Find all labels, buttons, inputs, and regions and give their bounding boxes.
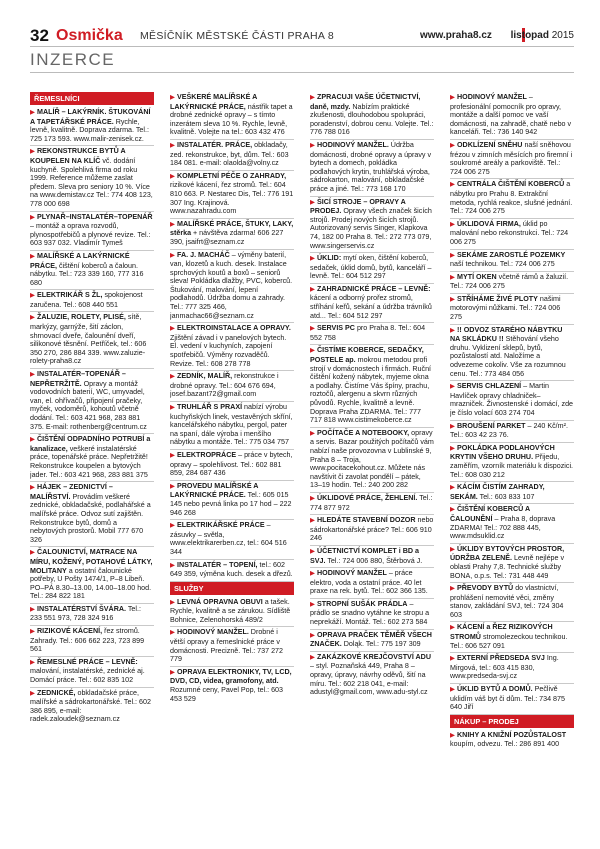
triangle-bullet-icon: ▶ [170, 451, 175, 459]
classified-ad [450, 219, 574, 250]
triangle-bullet-icon: ▶ [170, 668, 175, 676]
ad-headline: ODKLÍZENÍ SNĚHU [457, 140, 523, 149]
ad-text: nástřik tapet a drobné zednické opravy – s tímto inzerátem sleva 10 %. Rychle, levně, kvalitně. Volejte na tel.: 603 432 476 [170, 102, 293, 137]
classified-ad [450, 381, 574, 420]
classified-ad [450, 92, 574, 140]
category-header: NÁKUP – PRODEJ [450, 715, 574, 728]
classified-ad [170, 92, 294, 140]
ad-text: Ing. Mirgová, tel.: 603 415 830, www.predseda-svj.cz [450, 654, 559, 681]
ad-text: – Praha 8, doprava ZDARMA! Tel.: 702 888 445, www.mdsuklid.cz [450, 514, 556, 541]
ad-text: Přijedu, zaměřím, vzorník materiálu k dispozici. Tel.: 608 030 212 [450, 453, 574, 479]
ad-headline: ZEDNÍK, MALÍŘ, [177, 372, 233, 381]
classified-ad [170, 481, 294, 520]
ad-text: Tel.: 605 015 145 nebo pevná linka po 17 hod – 222 946 268 [170, 491, 292, 517]
ad-text: – styl. Poznaňská 449, Praha 8 – opravy, úpravy, návrhy oděvů, šití na míru. Tel.: 602 218 041, e-mail: adustyl@gmail.com, www.adu-styl.cz [310, 662, 428, 697]
classified-ad [30, 657, 154, 688]
triangle-bullet-icon: ▶ [30, 148, 35, 156]
triangle-bullet-icon: ▶ [450, 585, 455, 593]
ad-headline: ELEKTROINSTALACE A OPRAVY. [177, 324, 291, 333]
classified-ad [170, 560, 294, 582]
classified-ad [170, 219, 294, 250]
ad-text: Drobné i větší opravy a řemeslnické práce v domácnosti. Precizně. Tel.: 737 272 779 [170, 628, 283, 664]
classified-ad [30, 482, 154, 547]
ad-text: veškeré instalatérské práce, topenářské práce. Nepřetržitě! Rekonstrukce koupelen a bytových jader. Tel.: 603 421 968, 283 881 375 [30, 444, 148, 479]
ad-text: Levně nejlépe v oblasti Prahy 7,8. Technické služby BONA, o.p.s. Tel.: 731 448 449 [450, 554, 565, 580]
page-number: 32 [30, 26, 49, 45]
ad-headline: ÚKLIDY BYTOVÝCH PROSTOR, ÚDRŽBA ZELENĚ. [450, 544, 565, 563]
ad-headline: ČISTÍME KOBERCE, SEDAČKY, POSTELE ap. [310, 346, 424, 365]
classified-ad [310, 284, 434, 323]
triangle-bullet-icon: ▶ [310, 517, 315, 525]
ad-text: Opravy a montáž vodovodních baterií, WC, umyvadel, van, el. ohřívačů, připojení pračeky, myček, vodoměrů, kohoutů včetně dodání. Tel.: 603 421 968, 283 881 375. E-mail: rothenberg@centrum.cz [30, 379, 147, 431]
classified-ad [450, 504, 574, 543]
ad-headline: HODINOVÝ MANŽEL. [317, 140, 389, 149]
ad-headline: ELEKTRIKÁŘSKÉ PRÁCE [177, 521, 265, 530]
classified-ad [450, 583, 574, 622]
classified-ad [30, 107, 154, 146]
ad-text: mokrou metodou profi strojí v domácnostech i firmách. Ruční čištění kožený nábytek, myjeme okna a podlahy. Čistíme Vás špíny, prachu, roztočů, alergenu a skvrn různých původů. Rychle, kvalitně a levně. Doprava Praha ZDARMA. Tel.: 777 717 818 www.cistimekoberce.cz [310, 356, 432, 425]
triangle-bullet-icon: ▶ [310, 347, 315, 355]
ad-text: obkladačy, zed. rekonstrukce, byt, dům. Tel.: 603 184 081. e-mail: olaolda@volny.cz [170, 140, 289, 168]
ad-text: rizikové kácení, řez stromů. Tel.: 604 810 663. P. Nestarec Dis, Tel.: 776 191 307 Ing. Krajinová. www.nazahradu.com [170, 181, 294, 216]
triangle-bullet-icon: ▶ [30, 628, 35, 636]
classified-ad [450, 544, 574, 583]
ad-text: – prádlo se snadno vytáhne ke stropu a neprekáží. Montáž. Tel.: 602 273 584 [310, 599, 430, 627]
classified-ad [310, 568, 434, 599]
ad-text: + návštěva zdarma! 606 227 390, jsaifrt@seznam.cz [170, 229, 284, 246]
ad-headline: ÚKLIDOVÉ PRÁCE, ŽEHLENÍ. [317, 493, 418, 502]
ad-headline: ÚKLID BYTŮ A DOMŮ. [457, 685, 533, 694]
ad-headline: HODINOVÝ MANŽEL [457, 93, 527, 101]
classified-ad [310, 428, 434, 493]
ad-headline: ŘEMESLNÉ PRÁCE – LEVNĚ: [37, 657, 138, 666]
ad-text: čištění koberců a čaloun. nábytku. Tel.: 723 339 160, 777 316 680 [30, 261, 144, 287]
ad-headline: HLEDÁTE STAVEBNÍ DOZOR [317, 516, 416, 525]
triangle-bullet-icon: ▶ [310, 325, 315, 333]
ad-text: rekonstrukce i drobné opravy. Tel.: 604 676 694, josef.bazant72@gmail.com [170, 372, 279, 399]
ad-headline: INSTALATÉRSTVÍ ŠVÁRA. [37, 604, 126, 613]
ads-column-3 [310, 92, 434, 842]
ad-headline: CENTRÁLA ČIŠTĚNÍ KOBERCŮ [457, 180, 565, 189]
classified-ad [30, 251, 154, 290]
ad-text: vč. dodání kuchyně. Spolehlivá firma od roku 1999. Reference můžeme zaslat předem. Sleva pro seniory 10 %. Více na www.demistav.cz Tel.: 774 408 123, 778 000 698 [30, 156, 153, 208]
classified-ad [450, 622, 574, 653]
ad-headline: HODINOVÝ MANŽEL [317, 569, 387, 578]
ad-headline: TRUHLÁŘ S PRAXÍ [177, 403, 243, 411]
ad-text: Opravy všech značek šicích strojů. Prodej nových šicích strojů. Autorizovaný servis Singer, Klapkova 74, 182 00 Praha 8. Tel.: 272 773 079, www.singerservis.cz [310, 207, 432, 250]
page-header [30, 26, 574, 46]
ad-text: řez stromů. Zahrady. Tel.: 606 662 223, 723 899 561 [30, 627, 145, 654]
ad-text: do vlastnictví, prohlášení nemovité věci, změny stanov, zakládání SVJ, tel.: 724 304 603 [450, 584, 564, 619]
classified-ad [450, 730, 574, 751]
ad-text: a ostatní čalounické potřeby, U Pošty 1474/1, P–8 Libeň. PO–PÁ 8.30–13.00, 14.00–18.00 hod. Tel.: 284 822 181 [30, 566, 152, 601]
ad-text: – práce elektro, voda a ostatní práce. 40 let praxe na rek. bytů. Tel.: 602 366 135. [310, 569, 428, 596]
triangle-bullet-icon: ▶ [30, 605, 35, 613]
category-header: ŘEMESLNÍCI [30, 92, 154, 105]
classified-ad [450, 684, 574, 715]
ad-text: kácení a odborný prořez stromů, stříhání keřů, sekání a údržba trávníků atd... Tel.: 604 512 297 [310, 294, 432, 320]
ad-headline: LEVNÁ OPRAVNA OBUVI [177, 597, 263, 606]
ad-text: stromolezeckou technikou. Tel.: 606 527 091 [450, 633, 568, 650]
classified-ad [450, 325, 574, 382]
triangle-bullet-icon: ▶ [170, 141, 175, 149]
classified-ad [450, 272, 574, 294]
classified-ad [30, 146, 154, 211]
triangle-bullet-icon: ▶ [30, 484, 35, 492]
ad-text: Rychle, levně, kvalitně. Doprava zdarma. Tel.: 725 173 593. www.malir-zenisek.cz. [30, 117, 149, 143]
ad-headline: KOMPLETNÍ PÉČE O ZAHRADY, [177, 171, 287, 180]
ad-headline: FA. J. MACHÁČ [177, 250, 230, 259]
triangle-bullet-icon: ▶ [310, 141, 315, 149]
triangle-bullet-icon: ▶ [450, 686, 455, 694]
ad-headline: PŘEVODY BYTŮ [457, 584, 514, 593]
triangle-bullet-icon: ▶ [170, 220, 175, 228]
triangle-bullet-icon: ▶ [450, 383, 455, 391]
triangle-bullet-icon: ▶ [310, 547, 315, 555]
classified-ad [310, 599, 434, 630]
ad-text: Stěhování všeho druhu. Vyklizení sklepů, bytů, pozůstalostí atd. Naložíme a odvezeme cokoliv. Vše za rozumnou cenu. Tel.: 773 484 056 [450, 335, 566, 378]
classified-ad [30, 369, 154, 434]
ad-headline: RIZIKOVÉ KÁCENÍ, [37, 627, 103, 636]
ad-text: Nabízím praktické zkušenosti, dlouhodobou spolupráci, poradenství, dobrou cenu. Volejte. Tel.: 776 788 016 [310, 102, 434, 137]
ad-text: Tel.: 724 006 880, Štěrbová J. [327, 556, 423, 565]
classified-ad [30, 290, 154, 312]
triangle-bullet-icon: ▶ [30, 292, 35, 300]
ad-text: a nábytku pro Prahu 8. Extrakční metoda, rychlá reakce, slušné jednání. Tel.: 724 006 275 [450, 180, 573, 216]
classified-ad [170, 667, 294, 705]
classified-ad [310, 323, 434, 345]
triangle-bullet-icon: ▶ [170, 172, 175, 180]
triangle-bullet-icon: ▶ [30, 252, 35, 260]
triangle-bullet-icon: ▶ [310, 600, 315, 608]
header-divider [30, 46, 574, 47]
classified-ad [170, 450, 294, 481]
ad-headline: ELEKTRIKÁŘ S ŽL, [37, 291, 103, 300]
classified-ad [30, 547, 154, 604]
ad-headline: MALÍŘ – LAKÝRNÍK. ŠTUKOVÁNÍ A TAPETÁŘSKÉ PRÁCE. [30, 108, 151, 126]
ad-text: včetně rámů a žaluzií. Tel.: 724 006 275 [450, 272, 569, 291]
triangle-bullet-icon: ▶ [450, 545, 455, 553]
ad-headline: !! ODVOZ STARÉHO NÁBYTKU NA SKLÁDKU !! [450, 325, 563, 344]
ad-text: malování, instalatérské, zednické aj. Domácí práce. Tel.: 602 835 102 [30, 667, 145, 685]
ad-text: Zjištění závad i v panelových bytech. El. vedení v kuchyních, zapojení spotřebičů. Výměny rozvaděčů. Revize. Tel.: 608 278 778 [170, 333, 287, 368]
ad-text: – zásuvky – světla, www.elektrikarerben.cz, tel.: 604 516 344 [170, 521, 287, 556]
ad-headline: POKLÁDKA PODLAHOVÝCH KRYTIN VŠEHO DRUHU. [450, 443, 555, 462]
triangle-bullet-icon: ▶ [170, 482, 175, 490]
ad-text: nebo sádrokartonářské práce? Tel.: 606 910 246 [310, 516, 434, 543]
classified-ad [30, 212, 154, 251]
classified-ad [450, 250, 574, 272]
ad-headline: STŘÍHÁME ŽIVÉ PLOTY [457, 294, 538, 303]
ad-text: spokojenost zaručena. Tel.: 608 440 551 [30, 291, 143, 309]
triangle-bullet-icon: ▶ [310, 255, 315, 263]
classified-ad [310, 652, 434, 699]
ad-headline: ŽALUZIE, ROLETY, PLISÉ, [37, 313, 126, 322]
triangle-bullet-icon: ▶ [30, 549, 35, 557]
ad-headline: ZAHRADNICKÉ PRÁCE – LEVNĚ: [317, 284, 431, 293]
ad-headline: INSTALATÉR – TOPENÍ, [177, 560, 258, 569]
triangle-bullet-icon: ▶ [450, 273, 455, 281]
ad-text: – práce v bytech, opravy – spolehlivost. Tel.: 602 881 859, 284 687 436 [170, 450, 293, 478]
triangle-bullet-icon: ▶ [310, 631, 315, 639]
classified-ad [310, 630, 434, 652]
classified-ad [310, 140, 434, 197]
ad-headline: ÚČETNICTVÍ KOMPLET i BD a SVJ. [310, 546, 419, 565]
ad-headline: ČIŠTĚNÍ KOBERCŮ A ČALOUNĚNÍ [450, 505, 530, 523]
section-title: INZERCE [30, 50, 116, 69]
ad-text: a tašek. Rychle, kvalitně a se zárukou. Sídliště Bohnice, Zelenohorská 489/2 [170, 597, 291, 624]
ad-headline: SEKÁME ZAROSTLÉ POZEMKY [457, 250, 566, 259]
issue-date [511, 30, 574, 41]
classified-ad [450, 443, 574, 482]
ad-text: naší technikou. Tel.: 724 006 275 [450, 260, 555, 269]
ad-headline: HODINOVÝ MANŽEL. [177, 628, 249, 637]
ad-text: sítě, markýzy, garnýže, šití záclon, shrnovací dveře, čalounění dveří, silikonové těsnění. Petříček, tel.: 606 350 270, 286 884 339. www.zaluzie-rolety-praha8.cz [30, 313, 147, 366]
classified-ad [170, 171, 294, 219]
classified-ad [170, 140, 294, 171]
ad-headline: ELEKTROPRÁCE [177, 450, 237, 459]
triangle-bullet-icon: ▶ [450, 94, 455, 101]
ad-text: Údržba domácnosti, drobné opravy a úpravy v bytech a domech, pokládka podlahových krytin, truhlářská výroba, sádrokarton, malování, obkladačské práce a jiné. Tel.: 773 168 170 [310, 140, 432, 193]
triangle-bullet-icon: ▶ [310, 653, 315, 661]
classified-ad [30, 626, 154, 657]
classified-ad [170, 597, 294, 628]
triangle-bullet-icon: ▶ [170, 373, 175, 381]
ad-text: Pečlivě uklidím váš byt či dům. Tel.: 734 875 640 Jiří [450, 685, 565, 712]
ad-headline: EXTERNÍ PŘEDSEDA SVJ [457, 654, 545, 663]
classified-ad [170, 323, 294, 371]
ad-text: pro Praha 8. Tel.: 604 552 758 [310, 324, 426, 342]
ad-text: – montáž a oprava rozvodů, plynospotřebičů a plynové revize. Tel.: 603 937 032. Vladimír Tymeš [30, 222, 151, 248]
ad-text: nabízí výrobu kuchyňských linek, vestavěných skříní, kancelářského nábytku, pergol, pater na spaní, dále výroba i menšího nábytku a montáže. Tel.: 775 034 757 [170, 403, 293, 447]
ad-text: tel.: 602 649 359, výměna kuch. desek a dřezů. [170, 560, 293, 579]
ad-headline: ŠICÍ STROJE – OPRAVY A PRODEJ. [310, 197, 406, 216]
ad-headline: INSTALATÉR–TOPENÁŘ – NEPŘETRŽITĚ. [30, 370, 126, 388]
triangle-bullet-icon: ▶ [450, 141, 455, 149]
classified-ad [310, 493, 434, 515]
triangle-bullet-icon: ▶ [450, 506, 455, 514]
classified-ad [170, 250, 294, 324]
ad-text: Tel.: 233 551 973, 728 324 916 [30, 604, 141, 623]
ad-headline: OPRAVA ELEKTRONIKY, TV, LCD, DVD, CD, videa, gramofony, atd. [170, 667, 292, 686]
triangle-bullet-icon: ▶ [450, 326, 455, 334]
issue-year: 2015 [551, 30, 574, 41]
ads-column-4 [450, 92, 574, 842]
issue-month: listopad [510, 30, 549, 41]
triangle-bullet-icon: ▶ [310, 494, 315, 502]
triangle-bullet-icon: ▶ [450, 220, 455, 228]
triangle-bullet-icon: ▶ [170, 251, 175, 259]
ad-text: Tel.: 774 877 972 [310, 493, 433, 512]
classified-ad [30, 434, 154, 482]
classified-ad [30, 604, 154, 626]
triangle-bullet-icon: ▶ [450, 484, 455, 492]
ad-headline: SERVIS PC [317, 324, 355, 333]
classified-ad [170, 627, 294, 666]
classified-ad [310, 253, 434, 284]
classified-ad [450, 482, 574, 504]
triangle-bullet-icon: ▶ [310, 570, 315, 578]
triangle-bullet-icon: ▶ [450, 655, 455, 663]
ad-headline: ZPRACUJI VAŠE ÚČETNICTVÍ, daně, mzdy. [310, 93, 421, 111]
classified-ad [450, 421, 574, 443]
triangle-bullet-icon: ▶ [30, 436, 35, 444]
ad-headline: KNIHY A KNIŽNÍ POZŮSTALOST [457, 730, 567, 739]
triangle-bullet-icon: ▶ [450, 251, 455, 259]
triangle-bullet-icon: ▶ [30, 689, 35, 697]
ad-text: – profesionální pomocník pro opravy, montáže a další pomoc ve vaší domácnosti, na zahradě, chatě nebo v kanceláři. Tel.: 736 140 942 [450, 93, 572, 137]
ad-headline: ÚKLIDOVÁ FIRMA, [457, 219, 521, 228]
ad-text: naší sněhovou frézou v zimních měsících pro firemní i soukromé areály a parkoviště. Tel.: 724 006 275 [450, 140, 573, 176]
ad-headline: MALÍŘSKÉ PRÁCE, ŠTUKY, LAKY, stěrka [170, 219, 294, 238]
classified-ads [30, 92, 574, 842]
triangle-bullet-icon: ▶ [450, 731, 455, 739]
triangle-bullet-icon: ▶ [450, 624, 455, 632]
classified-ad [450, 294, 574, 325]
ad-headline: MALÍŘSKÉ A LAKÝRNICKÉ PRÁCE, [30, 251, 130, 270]
ads-column-2 [170, 92, 294, 842]
category-header: SLUŽBY [170, 582, 294, 595]
triangle-bullet-icon: ▶ [450, 181, 455, 189]
ad-headline: ÚKLID: [317, 254, 342, 263]
classified-ad [450, 653, 574, 684]
ad-headline: SERVIS CHLAZENÍ [457, 382, 522, 391]
ad-text: Rozumné ceny, Pavel Pop, tel.: 603 453 529 [170, 686, 283, 703]
ad-text: Provádím veškeré zednické, obkladačské, podlahářské a malířské práce. Odvoz sutí zajištěn. Rekonstrukce bytů, domů a nebytových prostorů. Mobil 777 670 326 [30, 492, 151, 544]
classified-ad [170, 371, 294, 402]
ad-headline: KÁCENÍ a ŘEZ RIZIKOVÝCH STROMŮ [450, 623, 553, 642]
triangle-bullet-icon: ▶ [170, 94, 175, 101]
classified-ad [310, 197, 434, 254]
classified-ad [450, 140, 574, 179]
triangle-bullet-icon: ▶ [30, 371, 35, 379]
ad-headline: PROVEDU MALÍŘSKÉ A LAKÝRNICKÉ PRÁCE. [170, 481, 259, 500]
classified-ad [310, 546, 434, 568]
section-divider [30, 72, 574, 73]
triangle-bullet-icon: ▶ [170, 561, 175, 569]
classified-ad [30, 312, 154, 369]
ad-headline: KÁCÍM ČISTÍM ZAHRADY, SEKÁM. [450, 483, 545, 501]
ad-headline: OPRAVA PRAČEK TĚMĚŘ VŠECH ZNAČEK. [310, 630, 432, 649]
triangle-bullet-icon: ▶ [30, 213, 35, 221]
triangle-bullet-icon: ▶ [170, 325, 175, 333]
ad-headline: ČIŠTĚNÍ ODPADNÍHO POTRUBÍ a kanalizace, [30, 435, 151, 453]
ad-headline: PLYNAŘ–INSTALATÉR–TOPENÁŘ [37, 212, 153, 221]
ad-headline: INSTALATÉR. PRÁCE, [177, 140, 253, 149]
ad-headline: ZEDNICKÉ, [37, 688, 76, 697]
triangle-bullet-icon: ▶ [170, 522, 175, 530]
ad-text: úklid po malování nebo rekonstrukci. Tel.: 724 006 275 [450, 219, 569, 246]
classified-ad [30, 688, 154, 726]
triangle-bullet-icon: ▶ [310, 94, 315, 101]
ad-text: koupím, odvezu. Tel.: 286 891 400 [450, 740, 560, 749]
triangle-bullet-icon: ▶ [30, 109, 35, 116]
ad-headline: HÁJEK – ZEDNICTVÍ – MALÍŘSTVÍ. [30, 483, 113, 501]
classified-ad [170, 402, 294, 450]
ad-text: – Martin Havlíček opravy chladniček–mrazniček. Živnostenské i domácí, zde je číslo volací 603 274 704 [450, 382, 574, 417]
classified-ad [310, 345, 434, 427]
magazine-name: Osmička [56, 27, 123, 44]
triangle-bullet-icon: ▶ [170, 598, 175, 606]
triangle-bullet-icon: ▶ [30, 314, 35, 322]
triangle-bullet-icon: ▶ [450, 444, 455, 452]
triangle-bullet-icon: ▶ [310, 285, 315, 293]
ad-headline: ZAKÁZKOVÉ KREJČOVSTVÍ ADU [317, 652, 431, 661]
ad-headline: STROPNÍ SUŠÁK PRÁDLA [317, 599, 408, 608]
triangle-bullet-icon: ▶ [170, 629, 175, 637]
ad-text: – 240 Kč/m². Tel.: 603 42 23 76. [450, 421, 568, 440]
triangle-bullet-icon: ▶ [310, 198, 315, 206]
magazine-subtitle: MĚSÍČNÍK MĚSTSKÉ ČÁSTI PRAHA 8 [140, 30, 334, 42]
ad-headline: REKONSTRUKCE BYTŮ A KOUPELEN NA KLÍČ [30, 147, 126, 165]
classified-ad [450, 179, 574, 218]
triangle-bullet-icon: ▶ [30, 658, 35, 666]
triangle-bullet-icon: ▶ [450, 422, 455, 430]
ad-text: – výměny baterií, van, klozetů a kuch. desek. Instalace sprchových koutů a boxů – seniorů sleva! Pokládka dlažby, PVC, koberců. Štukování, malování, lepení podlahodů. Údržba domu a zahrady. Tel.: 777 325 466, janmachac66@seznam.cz [170, 250, 293, 320]
triangle-bullet-icon: ▶ [170, 404, 175, 411]
classified-ad [310, 92, 434, 140]
triangle-bullet-icon: ▶ [310, 429, 315, 437]
ad-text: našimi motorovými nůžkami. Tel.: 724 006 275 [450, 294, 561, 322]
ad-text: opravy a servis. Bazar použitých počítačů vám nabízí naše provozovna v Lublinské 9, Praha 8 – Troja, www.pocitacekohout.cz. Můžete nás navštívit či zavolat pondělí – pátek, 13–19 hodin. Tel.: 240 200 282 [310, 428, 434, 490]
ad-text: Doląk. Tel.: 775 197 309 [343, 640, 421, 649]
ad-text: mytí oken, čištění koberců, sedaček, úklid domů, bytů, kanceláří – levně. Tel.: 604 512 297 [310, 254, 432, 281]
ad-headline: POČÍTAČE A NOTEBOOKY, [317, 428, 410, 437]
ad-headline: ČALOUNICTVÍ, MATRACE NA MÍRU, KOŽENÝ, POTAHOVÉ LÁTKY, MOLITANY [30, 548, 153, 575]
ads-column-1 [30, 92, 154, 842]
triangle-bullet-icon: ▶ [450, 295, 455, 303]
classified-ad [310, 515, 434, 546]
ad-headline: BROUŠENÍ PARKET [457, 421, 526, 430]
ad-text: Tel.: 603 833 107 [479, 492, 535, 501]
website-url[interactable]: www.praha8.cz [420, 30, 492, 41]
ad-headline: VEŠKERÉ MALÍŘSKÉ A LAKÝRNICKÉ PRÁCE, [170, 93, 258, 111]
classified-ad [170, 520, 294, 559]
ad-headline: MYTÍ OKEN [457, 272, 497, 281]
ad-text: obkladačské práce, malířské a sádrokartonářské. Tel.: 602 386 895, e-mail: radek.zaloudek@seznam.cz [30, 688, 151, 724]
